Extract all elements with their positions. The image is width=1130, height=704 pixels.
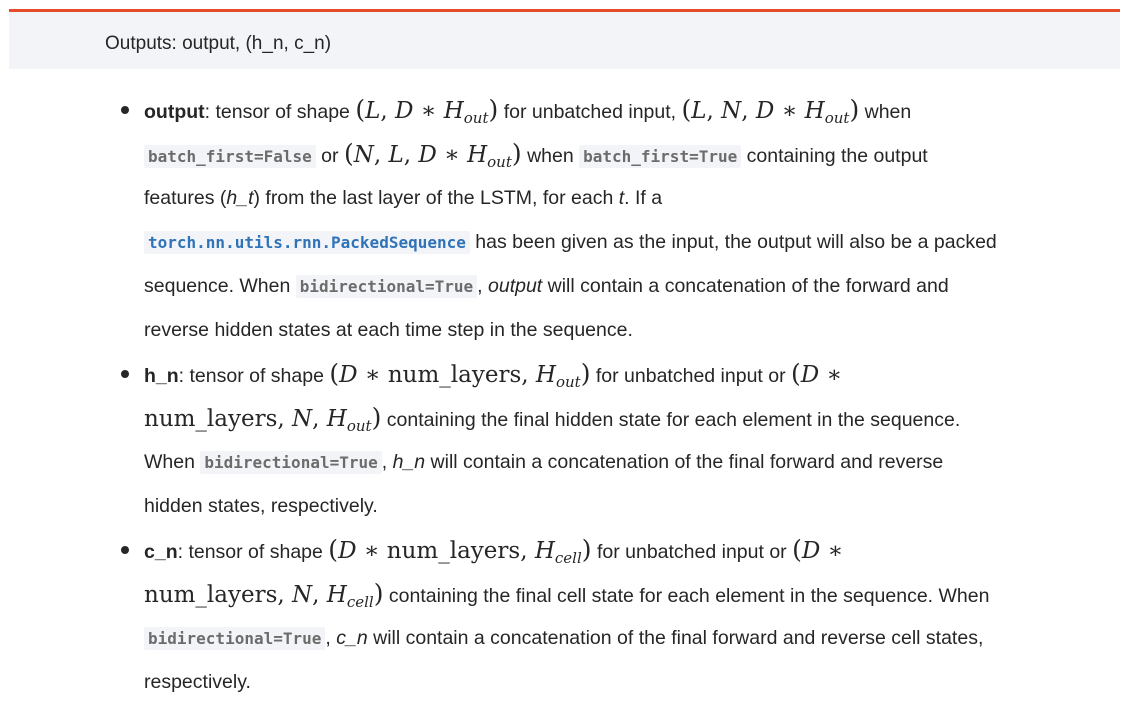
output-line-3: features (h_t) from the last layer of the LSTM, for each t. If a <box>144 187 663 209</box>
shape-formula: (D ∗ num_layers, $H_{cell}$) <box>328 535 592 567</box>
c-n-line-1: c_n: tensor of shape (D ∗ num_layers, $H_{cell}$) for unbatched input or (D ∗ <box>144 535 844 567</box>
code-bidirectional-true: bidirectional=True <box>296 275 477 298</box>
output-line-4: torch.nn.utils.rnn.PackedSequence has been given as the input, the output will also be a packed <box>144 220 1120 264</box>
c-n-line-4: respectively. <box>144 671 251 693</box>
bullet-icon <box>121 546 129 554</box>
list-item-h-n <box>0 352 1130 528</box>
code-bidirectional-true: bidirectional=True <box>144 627 325 650</box>
term-output: output <box>144 101 205 123</box>
bullet-icon <box>121 370 129 378</box>
shape-formula: (D ∗ <box>792 535 844 564</box>
term-h-n: h_n <box>144 365 179 387</box>
outputs-header <box>9 9 1120 69</box>
h-n-line-1: h_n: tensor of shape (D ∗ num_layers, $H_{out}$) for unbatched input or (D ∗ <box>144 359 843 391</box>
outputs-list <box>0 88 1130 704</box>
shape-formula: num_layers, N, $H_{cell}$) <box>144 579 384 611</box>
shape-formula: (N, L, D ∗ $H_{out}$) <box>343 139 522 171</box>
output-line-5: sequence. When bidirectional=True , output will contain a concatenation of the forward and <box>144 275 949 297</box>
shape-formula: (L, D ∗ $H_{out}$) <box>355 95 499 127</box>
output-line-2: batch_first=False or (N, L, D ∗ $H_{out}$) when batch_first=True containing the output <box>144 132 1120 176</box>
output-line-1: output: tensor of shape (L, D ∗ $H_{out}$) for unbatched input, (L, N, D ∗ $H_{out}$) when <box>144 95 912 127</box>
shape-formula: num_layers, N, $H_{out}$) <box>144 403 382 435</box>
list-item-output <box>0 88 1130 352</box>
bullet-icon <box>121 106 129 114</box>
list-item-c-n <box>0 528 1130 704</box>
h-n-line-2: num_layers, N, $H_{out}$) containing the final hidden state for each element in the sequence. <box>144 403 961 435</box>
output-line-6: reverse hidden states at each time step in the sequence. <box>144 319 633 341</box>
code-bidirectional-true: bidirectional=True <box>200 451 381 474</box>
c-n-line-3: bidirectional=True , c_n will contain a concatenation of the final forward and reverse cell states, <box>144 616 1120 660</box>
shape-formula: (D ∗ <box>791 359 843 388</box>
code-batch-first-true: batch_first=True <box>579 145 741 168</box>
shape-formula: (L, N, D ∗ $H_{out}$) <box>681 95 860 127</box>
term-c-n: c_n <box>144 541 178 563</box>
shape-formula: (D ∗ num_layers, $H_{out}$) <box>329 359 591 391</box>
h-n-line-3: When bidirectional=True , h_n will contain a concatenation of the final forward and reverse <box>144 451 944 473</box>
h-n-line-4: hidden states, respectively. <box>144 495 378 517</box>
packed-sequence-link[interactable]: torch.nn.utils.rnn.PackedSequence <box>144 231 470 254</box>
code-batch-first-false: batch_first=False <box>144 145 316 168</box>
c-n-line-2: num_layers, N, $H_{cell}$) containing the final cell state for each element in the sequence. When <box>144 579 990 611</box>
outputs-title: Outputs: output, (h_n, c_n) <box>105 33 332 54</box>
